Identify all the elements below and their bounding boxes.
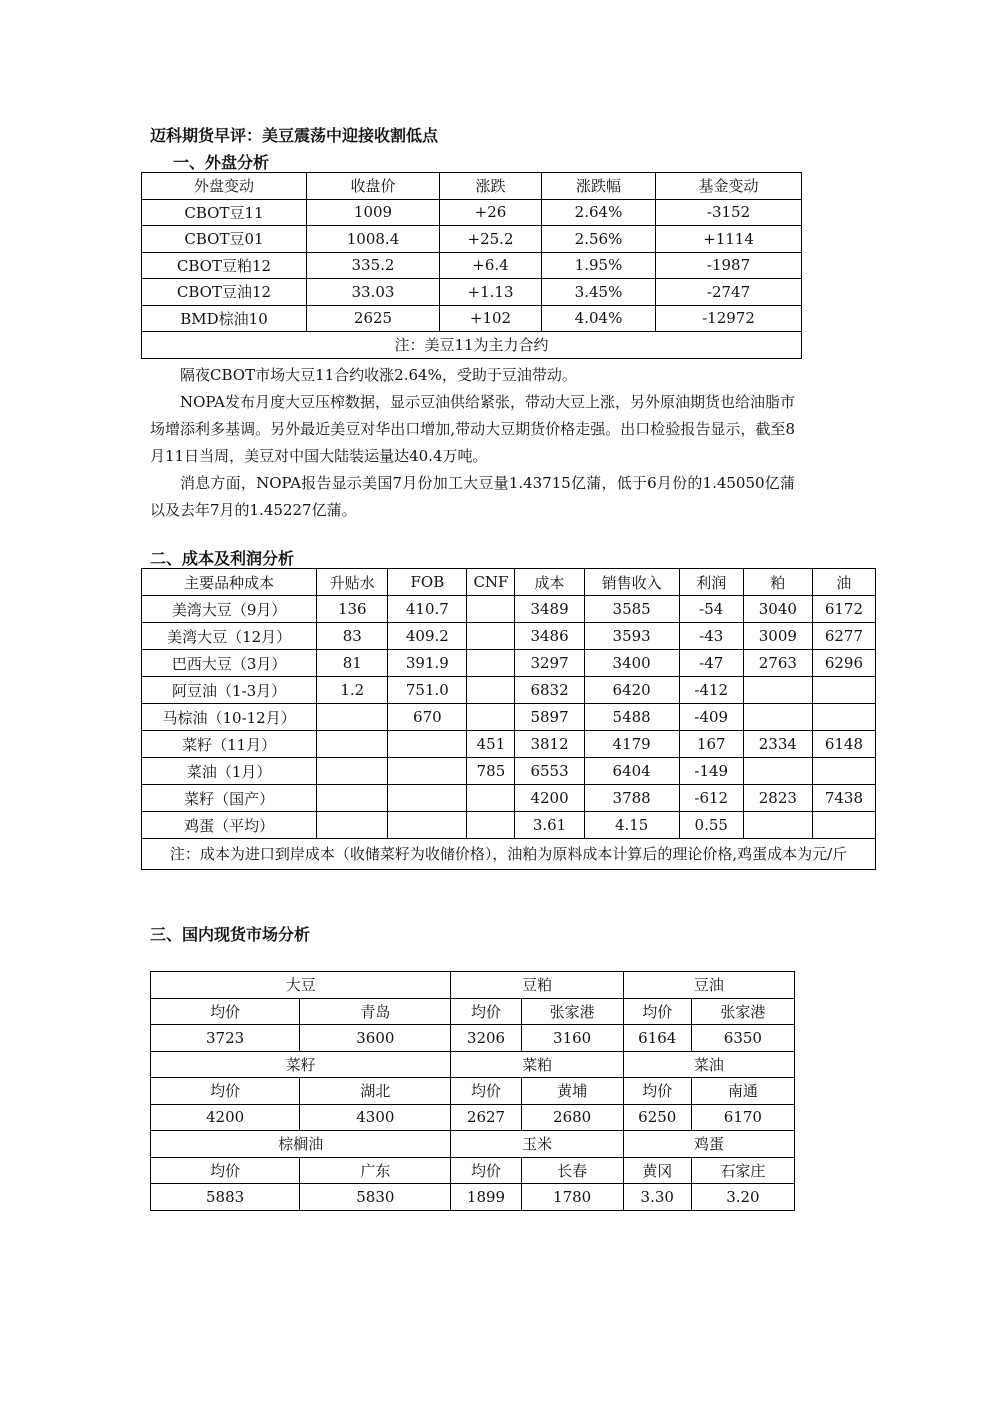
table-note-row [142,839,876,870]
table-header-row [142,173,802,200]
table-row [142,812,876,839]
table-cell: 410.7 [388,596,467,623]
table-cell: +1.13 [440,279,542,306]
table-cell: -43 [679,623,743,650]
column-header: 利润 [679,569,743,596]
column-header: CNF [467,569,515,596]
price-label: 黄冈 [623,1157,691,1184]
commodity-name: 菜油 [623,1051,794,1078]
table-cell: 4200 [515,785,584,812]
foreign-market-table [141,172,802,359]
table-cell: -2747 [656,279,802,306]
price-label: 均价 [623,1078,691,1105]
table-cell [812,704,875,731]
table-row [142,731,876,758]
price-value: 3600 [300,1025,451,1052]
table-cell: CBOT豆01 [142,226,307,253]
label-row [151,998,795,1025]
commodity-name: 大豆 [151,972,451,999]
table-cell: -3152 [656,199,802,226]
table-cell: 3400 [584,650,679,677]
table-cell: 3812 [515,731,584,758]
price-value: 5883 [151,1184,300,1211]
price-value: 1780 [521,1184,623,1211]
table-cell: 2334 [743,731,812,758]
value-row [151,1025,795,1052]
table-cell [812,677,875,704]
commodity-name: 棕榈油 [151,1131,451,1158]
table-cell: -412 [679,677,743,704]
table-cell: 鸡蛋（平均） [142,812,317,839]
price-label: 张家港 [521,998,623,1025]
price-value: 5830 [300,1184,451,1211]
table-cell [743,704,812,731]
table-cell: 3.61 [515,812,584,839]
table-cell: 3489 [515,596,584,623]
price-label: 黄埔 [521,1078,623,1105]
column-header: FOB [388,569,467,596]
column-header: 涨跌 [440,173,542,200]
table-cell [743,758,812,785]
table-cell: 6420 [584,677,679,704]
table-cell [467,596,515,623]
table-cell: 7438 [812,785,875,812]
price-value: 6164 [623,1025,691,1052]
column-header: 涨跌幅 [542,173,656,200]
table-cell: 136 [317,596,388,623]
table-cell: 6832 [515,677,584,704]
paragraph: 消息方面，NOPA报告显示美国7月份加工大豆量1.43715亿蒲，低于6月份的1.45050亿蒲以及去年7月的1.45227亿蒲。 [150,474,795,519]
commodity-name: 豆粕 [451,972,623,999]
table-cell: CBOT豆粕12 [142,252,307,279]
price-value: 6350 [691,1025,794,1052]
cost-profit-table [141,568,876,870]
table-cell: 335.2 [307,252,440,279]
table-cell: 1.95% [542,252,656,279]
table-cell: 美湾大豆（12月） [142,623,317,650]
table-cell: 6404 [584,758,679,785]
price-value: 4200 [151,1104,300,1131]
commodity-name: 菜籽 [151,1051,451,1078]
price-label: 均价 [451,998,521,1025]
price-value: 6170 [691,1104,794,1131]
label-row [151,1157,795,1184]
value-row [151,1104,795,1131]
price-label: 南通 [691,1078,794,1105]
table-cell: 751.0 [388,677,467,704]
commodity-name: 豆油 [623,972,794,999]
table-row [142,305,802,332]
table-cell: 3585 [584,596,679,623]
table-cell: 巴西大豆（3月） [142,650,317,677]
table-cell [388,758,467,785]
table-note: 注：美豆11为主力合约 [142,332,802,359]
table-cell [388,785,467,812]
price-value: 3160 [521,1025,623,1052]
table-cell: 2763 [743,650,812,677]
section-heading-foreign-market: 一、外盘分析 [173,153,270,172]
table-cell: 菜籽（11月） [142,731,317,758]
column-header: 升贴水 [317,569,388,596]
table-row [142,623,876,650]
table-cell: 2.56% [542,226,656,253]
table-cell [317,704,388,731]
table-cell: 3486 [515,623,584,650]
table-cell: 451 [467,731,515,758]
table-cell: 5488 [584,704,679,731]
column-header: 销售收入 [584,569,679,596]
price-label: 均价 [451,1157,521,1184]
price-value: 1899 [451,1184,521,1211]
table-cell: 3297 [515,650,584,677]
table-cell: +25.2 [440,226,542,253]
table-row [142,785,876,812]
table-cell: 5897 [515,704,584,731]
table-cell: -409 [679,704,743,731]
table-cell [317,758,388,785]
table-cell: -47 [679,650,743,677]
table-cell: 2625 [307,305,440,332]
column-header: 主要品种成本 [142,569,317,596]
table-cell: 菜油（1月） [142,758,317,785]
table-row [142,199,802,226]
table-cell: 2823 [743,785,812,812]
price-label: 石家庄 [691,1157,794,1184]
table-cell: -12972 [656,305,802,332]
commodity-name-row [151,1051,795,1078]
column-header: 油 [812,569,875,596]
table-note: 注：成本为进口到岸成本（收储菜籽为收储价格），油粕为原料成本计算后的理论价格,鸡蛋成本为元/斤 [142,839,876,870]
price-value: 3.30 [623,1184,691,1211]
table-cell: CBOT豆油12 [142,279,307,306]
table-cell: 6553 [515,758,584,785]
price-label: 均价 [151,1078,300,1105]
column-header: 外盘变动 [142,173,307,200]
table-cell: 3.45% [542,279,656,306]
table-note-row [142,332,802,359]
table-cell: 菜籽（国产） [142,785,317,812]
price-value: 4300 [300,1104,451,1131]
table-row [142,596,876,623]
commodity-name: 菜粕 [451,1051,623,1078]
table-cell: CBOT豆11 [142,199,307,226]
analysis-text [150,362,795,524]
table-cell [467,785,515,812]
table-cell: 美湾大豆（9月） [142,596,317,623]
table-cell: 3788 [584,785,679,812]
table-cell: 83 [317,623,388,650]
table-cell: -612 [679,785,743,812]
price-label: 均价 [451,1078,521,1105]
table-cell: 6172 [812,596,875,623]
price-value: 3206 [451,1025,521,1052]
price-value: 2627 [451,1104,521,1131]
document-title: 迈科期货早评：美豆震荡中迎接收割低点 [150,126,439,145]
price-label: 张家港 [691,998,794,1025]
table-cell: 4.04% [542,305,656,332]
commodity-name: 玉米 [451,1131,623,1158]
table-cell [743,677,812,704]
table-cell [467,704,515,731]
table-cell: 0.55 [679,812,743,839]
table-cell: 670 [388,704,467,731]
table-cell: +6.4 [440,252,542,279]
table-cell: 6277 [812,623,875,650]
table-cell: 785 [467,758,515,785]
price-label: 均价 [623,998,691,1025]
table-cell [317,812,388,839]
table-cell [467,677,515,704]
table-cell: 409.2 [388,623,467,650]
table-header-row [142,569,876,596]
table-row [142,279,802,306]
table-cell: -54 [679,596,743,623]
table-cell [388,812,467,839]
table-cell: BMD棕油10 [142,305,307,332]
commodity-name: 鸡蛋 [623,1131,794,1158]
table-cell [317,785,388,812]
table-cell: 阿豆油（1-3月） [142,677,317,704]
table-cell: 4.15 [584,812,679,839]
price-label: 长春 [521,1157,623,1184]
table-cell: 167 [679,731,743,758]
table-row [142,758,876,785]
column-header: 基金变动 [656,173,802,200]
table-cell: 马棕油（10-12月） [142,704,317,731]
table-cell: 81 [317,650,388,677]
table-cell: 1.2 [317,677,388,704]
table-cell: 4179 [584,731,679,758]
section-heading-spot-market: 三、国内现货市场分析 [150,925,311,944]
column-header: 粕 [743,569,812,596]
section-heading-cost-profit: 二、成本及利润分析 [150,549,295,568]
value-row [151,1184,795,1211]
spot-market-table [150,971,795,1211]
table-cell [743,812,812,839]
table-row [142,226,802,253]
table-row [142,704,876,731]
table-cell: +102 [440,305,542,332]
commodity-name-row [151,1131,795,1158]
table-cell: 3009 [743,623,812,650]
table-cell [812,758,875,785]
table-cell: +1114 [656,226,802,253]
table-cell: 1009 [307,199,440,226]
table-cell [812,812,875,839]
price-value: 3723 [151,1025,300,1052]
commodity-name-row [151,972,795,999]
label-row [151,1078,795,1105]
price-label: 湖北 [300,1078,451,1105]
column-header: 成本 [515,569,584,596]
table-cell: 391.9 [388,650,467,677]
table-cell: 3040 [743,596,812,623]
price-label: 均价 [151,1157,300,1184]
table-cell: 1008.4 [307,226,440,253]
price-value: 3.20 [691,1184,794,1211]
price-label: 广东 [300,1157,451,1184]
table-cell: 6296 [812,650,875,677]
table-cell [467,623,515,650]
paragraph: 隔夜CBOT市场大豆11合约收涨2.64%，受助于豆油带动。 [180,366,577,384]
table-cell [388,731,467,758]
table-cell: 6148 [812,731,875,758]
price-label: 均价 [151,998,300,1025]
table-cell: 3593 [584,623,679,650]
table-cell [467,812,515,839]
table-cell [317,731,388,758]
table-cell [467,650,515,677]
table-cell: -149 [679,758,743,785]
table-cell: 33.03 [307,279,440,306]
table-row [142,677,876,704]
price-value: 6250 [623,1104,691,1131]
table-cell: +26 [440,199,542,226]
table-cell: -1987 [656,252,802,279]
table-row [142,252,802,279]
paragraph: NOPA发布月度大豆压榨数据，显示豆油供给紧张，带动大豆上涨，另外原油期货也给油脂市场增添利多基调。另外最近美豆对华出口增加,带动大豆期货价格走强。出口检验报告显示，截至8月11日当周，美豆对中国大陆装运量达40.4万吨。 [150,393,795,465]
table-cell: 2.64% [542,199,656,226]
table-row [142,650,876,677]
price-value: 2680 [521,1104,623,1131]
column-header: 收盘价 [307,173,440,200]
price-label: 青岛 [300,998,451,1025]
